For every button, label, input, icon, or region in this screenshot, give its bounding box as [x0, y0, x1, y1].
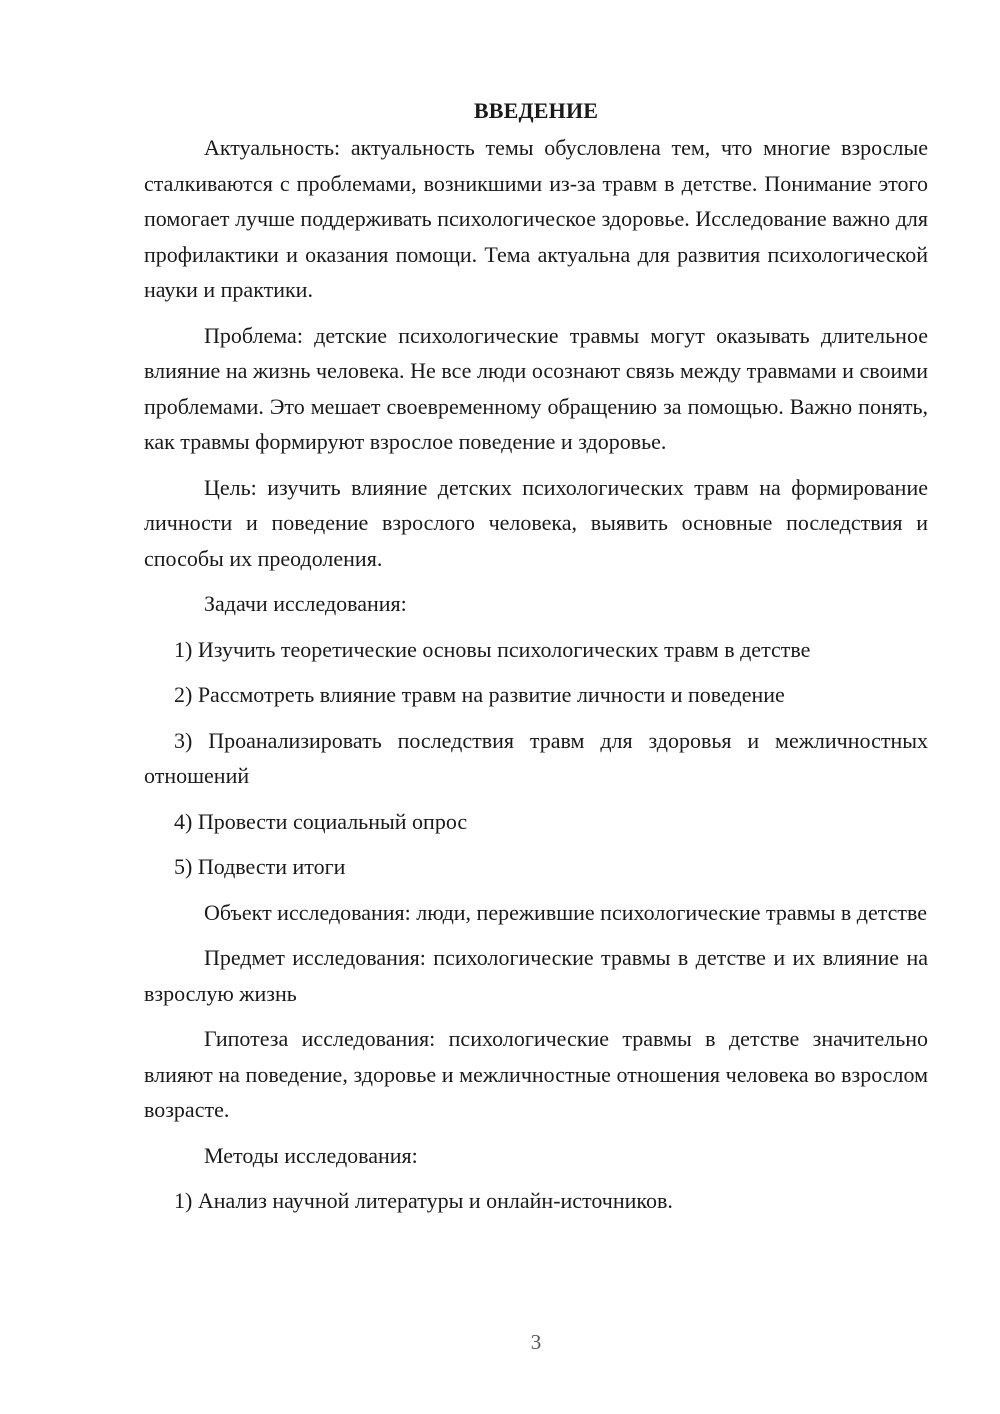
- task-item: 2) Рассмотреть влияние травм на развитие личности и поведение: [174, 682, 785, 707]
- page-number: 3: [530, 1330, 542, 1354]
- task-item: 1) Изучить теоретические основы психологических травм в детстве: [174, 636, 811, 662]
- subject-paragraph: Предмет исследования: психологические травмы в детстве и их влияние на взрослую жизнь: [144, 945, 928, 1006]
- problem-paragraph: Проблема: детские психологические травмы могут оказывать длительное влияние на жизнь человека. Не все люди осознают связь между травмами и своими проблемами. Это мешает своевременному обращению за помощью. Важно понять, как травмы формируют взрослое поведение и здоровье.: [144, 322, 928, 454]
- document-page: [144, 96, 928, 1229]
- tasks-heading: Задачи исследования:: [204, 591, 407, 616]
- methods-heading: Методы исследования:: [204, 1142, 418, 1168]
- goal-paragraph: Цель: изучить влияние детских психологических травм на формирование личности и поведение взрослого человека, выявить основные последствия и способы их преодоления.: [144, 474, 928, 571]
- object-paragraph: Объект исследования: люди, пережившие психологические травмы в детстве: [204, 899, 928, 925]
- section-title: ВВЕДЕНИЕ: [473, 98, 599, 123]
- task-item: 3) Проанализировать последствия травм для здоровья и межличностных отношений: [144, 727, 928, 788]
- method-item: 1) Анализ научной литературы и онлайн-источников.: [174, 1188, 673, 1213]
- task-item: 4) Провести социальный опрос: [174, 808, 468, 834]
- hypothesis-paragraph: Гипотеза исследования: психологические травмы в детстве значительно влияют на поведение, здоровье и межличностные отношения человека во взрослом возрасте.: [144, 1026, 928, 1122]
- relevance-paragraph: Актуальность: актуальность темы обусловлена тем, что многие взрослые сталкиваются с проблемами, возникшими из-за травм в детстве. Понимание этого помогает лучше поддерживать психологическое здоровье. Исследование важно для профилактики и оказания помощи. Тема актуальна для развития психологической науки и практики.: [144, 135, 928, 302]
- task-item: 5) Подвести итоги: [174, 854, 346, 879]
